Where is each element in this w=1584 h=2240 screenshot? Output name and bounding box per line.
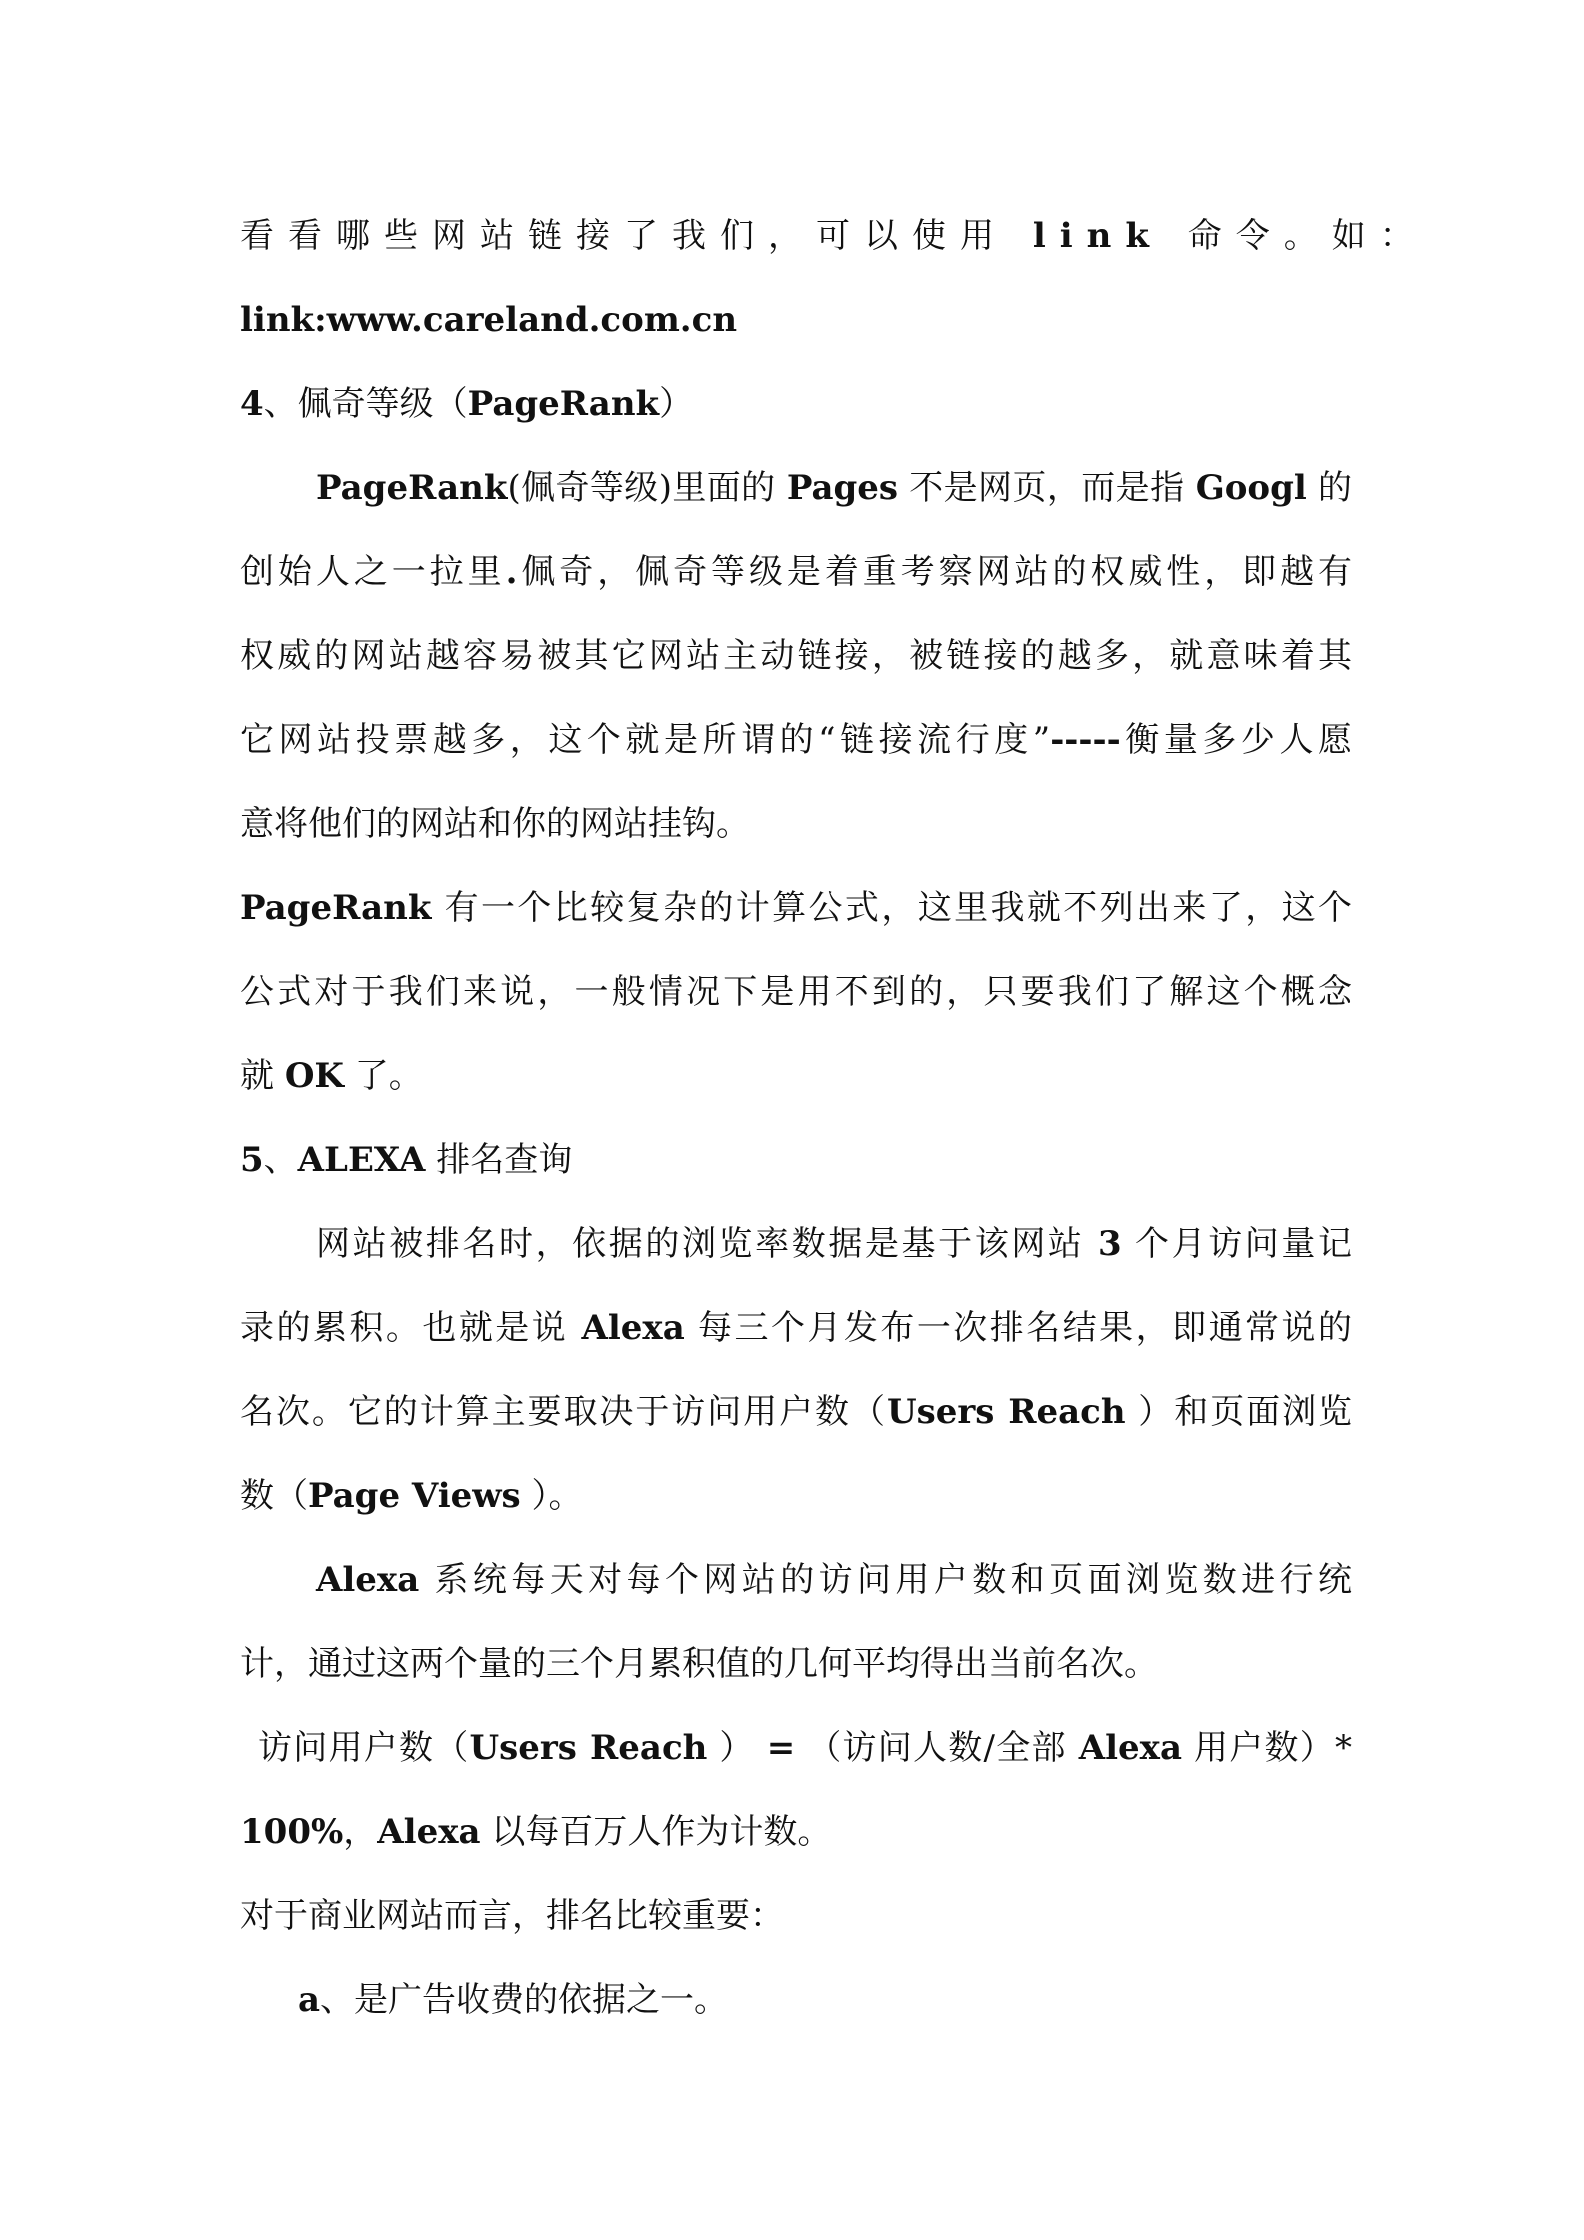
text-segment: 意将他们的网站和你的网站挂钩。 (240, 804, 750, 844)
text-segment: 衡量多少人愿 (1120, 720, 1353, 760)
text-line (316, 1550, 1352, 1610)
text-segment: PageRank (240, 888, 432, 928)
text-segment: link (1032, 216, 1163, 256)
text-segment: Users Reach (886, 1392, 1126, 1432)
text-segment: 4 (240, 384, 264, 424)
text-segment: ALEXA (297, 1140, 426, 1180)
list-item (298, 1970, 1352, 2030)
text-segment: 不是网页，而是指 (898, 468, 1196, 508)
text-segment: . (505, 552, 518, 592)
text-segment: 100% (240, 1812, 344, 1852)
text-segment: ， (343, 1812, 378, 1852)
text-segment: Users Reach (469, 1728, 708, 1768)
text-segment: 公式对于我们来说，一般情况下是用不到的，只要我们了解这个概念 (240, 972, 1352, 1012)
text-line (240, 1886, 1352, 1946)
text-segment: 用户数）* (1181, 1728, 1353, 1768)
text-segment: 排名查询 (425, 1140, 573, 1180)
text-segment: ）和页面浏览 (1125, 1392, 1353, 1432)
text-line (240, 1466, 1352, 1526)
text-segment: 看看哪些网站链接了我们，可以使用 (240, 216, 1033, 256)
text-line (240, 878, 1352, 938)
text-segment: (佩奇等级)里面的 (507, 468, 787, 508)
text-segment: 对于商业网站而言，排名比较重要： (240, 1896, 784, 1936)
text-segment: ） (659, 384, 694, 424)
text-segment: PageRank (467, 384, 660, 424)
text-segment: 就 (240, 1056, 285, 1096)
text-segment: PageRank (316, 468, 508, 508)
text-line (240, 710, 1352, 770)
text-line (240, 794, 1352, 854)
text-segment: 5 (240, 1140, 264, 1180)
text-line (316, 1214, 1352, 1274)
text-segment: 录的累积。也就是说 (240, 1308, 582, 1348)
text-line (240, 626, 1352, 686)
text-segment: 个月访问量记 (1121, 1224, 1352, 1264)
text-segment: 访问用户数（ (258, 1728, 470, 1768)
text-segment: ） (707, 1728, 767, 1768)
text-segment: 创始人之一拉里 (240, 552, 506, 592)
text-line (240, 290, 1352, 350)
text-segment: 、是广告收费的依据之一。 (320, 1980, 729, 2020)
text-segment: Alexa (316, 1560, 420, 1600)
text-line (240, 1802, 1352, 1862)
text-segment: 佩奇，佩奇等级是着重考察网站的权威性，即越有 (517, 552, 1353, 592)
text-line (240, 542, 1352, 602)
text-segment: Alexa (581, 1308, 685, 1348)
text-segment: 数（ (240, 1476, 308, 1516)
text-segment: a (298, 1980, 321, 2020)
text-segment: link:www.careland.com.cn (240, 300, 738, 340)
text-segment: 权威的网站越容易被其它网站主动链接，被链接的越多，就意味着其 (240, 636, 1352, 676)
text-line (240, 1382, 1352, 1442)
text-line (240, 1634, 1352, 1694)
text-line (240, 1046, 1352, 1106)
text-segment: 系统每天对每个网站的访问用户数和页面浏览数进行统 (419, 1560, 1352, 1600)
text-segment: Alexa (1078, 1728, 1182, 1768)
text-segment: 以每百万人作为计数。 (480, 1812, 832, 1852)
text-segment: 命令。如： (1162, 216, 1428, 256)
text-segment: 网站被排名时，依据的浏览率数据是基于该网站 (316, 1224, 1098, 1264)
text-segment: Alexa (377, 1812, 481, 1852)
text-segment: （访问人数/全部 (795, 1728, 1079, 1768)
text-segment: 名次。它的计算主要取决于访问用户数（ (240, 1392, 887, 1432)
text-segment: Page Views (308, 1476, 521, 1516)
text-segment: 3 (1097, 1224, 1122, 1264)
text-segment: ----- (1050, 720, 1121, 760)
text-segment: 每三个月发布一次排名结果，即通常说的 (684, 1308, 1352, 1348)
text-segment: = (766, 1728, 796, 1768)
section-heading (240, 1130, 1352, 1190)
text-segment: 、 (263, 1140, 298, 1180)
text-segment: 它网站投票越多，这个就是所谓的“链接流行度” (240, 720, 1051, 760)
text-segment: 、佩奇等级（ (263, 384, 468, 424)
text-line (240, 962, 1352, 1022)
text-segment: 了。 (343, 1056, 423, 1096)
text-segment: Pages (786, 468, 899, 508)
text-line (240, 206, 1428, 266)
text-segment: ）。 (520, 1476, 583, 1516)
text-line (258, 1718, 1352, 1778)
text-segment: 计，通过这两个量的三个月累积值的几何平均得出当前名次。 (240, 1644, 1158, 1684)
text-segment: OK (284, 1056, 344, 1096)
text-line (316, 458, 1352, 518)
text-segment: 的 (1306, 468, 1352, 508)
text-segment: 有一个比较复杂的计算公式，这里我就不列出来了，这个 (431, 888, 1352, 928)
section-heading (240, 374, 1352, 434)
text-segment: Googl (1195, 468, 1307, 508)
text-line (240, 1298, 1352, 1358)
